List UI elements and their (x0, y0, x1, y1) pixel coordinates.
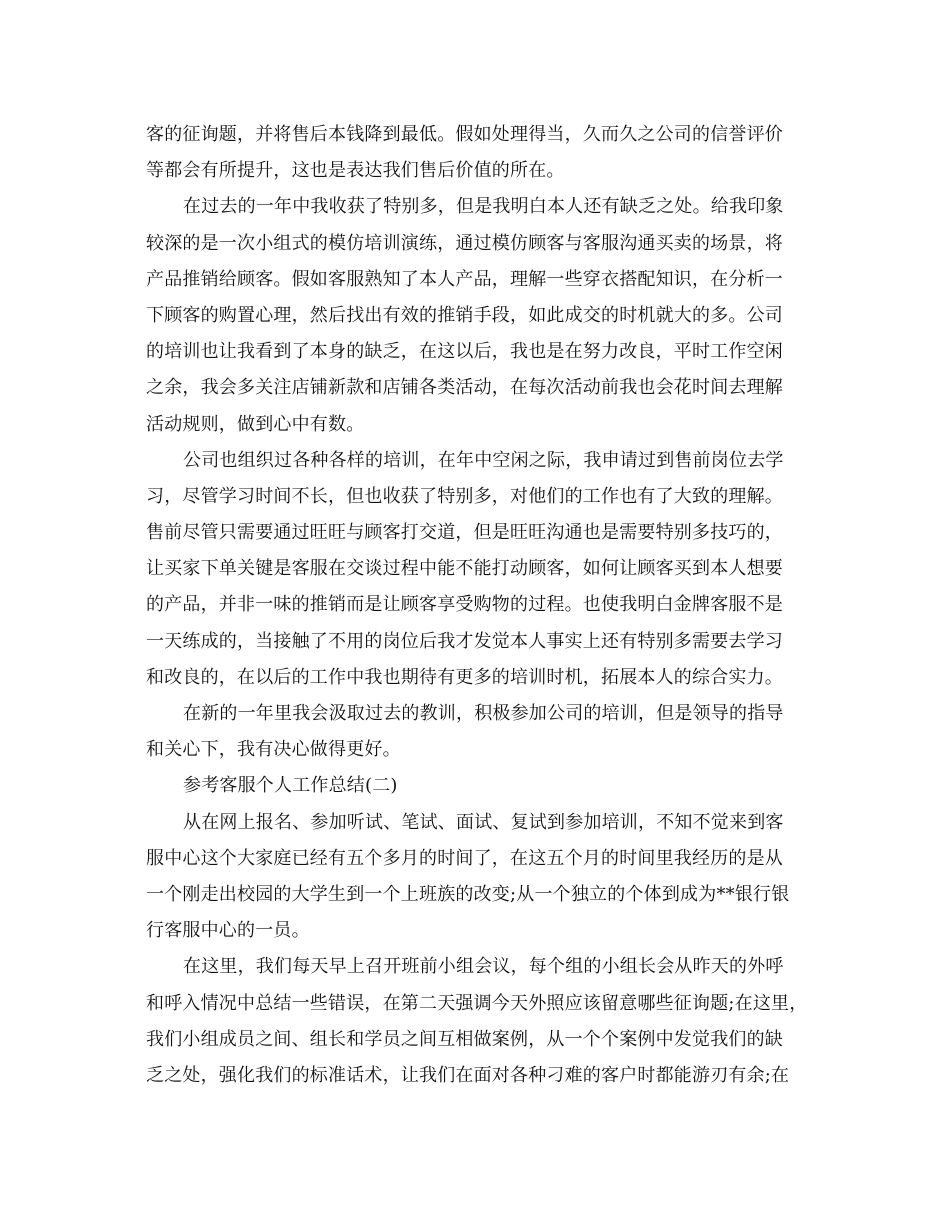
text-line: 一天练成的，当接触了不用的岗位后我才发觉本人事实上还有特别多需要去学习 (146, 630, 783, 652)
document-body (146, 117, 806, 1094)
paragraph-start-line: 从在网上报名、参加听试、笔试、面试、复试到参加培训，不知不觉来到客 (183, 811, 784, 833)
text-line: 等都会有所提升，这也是表达我们售后价值的所在。 (146, 160, 565, 182)
text-line: 产品推销给顾客。假如客服熟知了本人产品，理解一些穿衣搭配知识，在分析一 (146, 268, 783, 290)
text-line: 活动规则，做到心中有数。 (146, 413, 365, 435)
text-line: 客的征询题，并将售后本钱降到最低。假如处理得当，久而久之公司的信誉评价 (146, 124, 783, 145)
text-line: 我们小组成员之间、组长和学员之间互相做案例，从一个个案例中发觉我们的缺 (146, 1028, 783, 1050)
text-line: 下顾客的购置心理，然后找出有效的推销手段，如此成交的时机就大的多。公司 (146, 304, 783, 326)
text-line: 和改良的，在以后的工作中我也期待有更多的培训时机，拓展本人的综合实力。 (146, 666, 783, 688)
text-line: 行客服中心的一员。 (146, 920, 310, 942)
text-line: 之余，我会多关注店铺新款和店铺各类活动，在每次活动前我也会花时间去理解 (146, 377, 783, 399)
paragraph-start-line: 在过去的一年中我收获了特别多，但是我明白本人还有缺乏之处。给我印象 (183, 196, 784, 218)
text-line: 习，尽管学习时间不长，但也收获了特别多，对他们的工作也有了大致的理解。 (146, 485, 783, 507)
section-heading: 参考客服个人工作总结(二) (183, 775, 398, 797)
text-line: 让买家下单关键是客服在交谈过程中能不能打动顾客，如何让顾客买到本人想要 (146, 558, 783, 580)
text-line: 和呼入情况中总结一些错误，在第二天强调今天外照应该留意哪些征询题;在这里， (146, 992, 808, 1014)
paragraph-start-line: 在新的一年里我会汲取过去的教训，积极参加公司的培训，但是领导的指导 (183, 703, 784, 724)
text-line: 一个刚走出校园的大学生到一个上班族的改变;从一个独立的个体到成为**银行银 (146, 883, 790, 905)
text-line: 和关心下，我有决心做得更好。 (146, 739, 401, 761)
text-line: 服中心这个大家庭已经有五个多月的时间了，在这五个月的时间里我经历的是从 (146, 847, 783, 869)
text-line: 的产品，并非一味的推销而是让顾客享受购物的过程。也使我明白金牌客服不是 (146, 594, 783, 616)
text-line: 乏之处，强化我们的标准话术，让我们在面对各种刁难的客户时都能游刃有余;在 (146, 1064, 790, 1086)
paragraph-start-line: 公司也组织过各种各样的培训，在年中空闲之际，我申请过到售前岗位去学 (183, 449, 784, 471)
paragraph-start-line: 在这里，我们每天早上召开班前小组会议，每个组的小组长会从昨天的外呼 (183, 956, 784, 978)
text-line: 较深的是一次小组式的模仿培训演练，通过模仿顾客与客服沟通买卖的场景，将 (146, 232, 783, 254)
text-line: 的培训也让我看到了本身的缺乏，在这以后，我也是在努力改良，平时工作空闲 (146, 341, 783, 363)
text-line: 售前尽管只需要通过旺旺与顾客打交道，但是旺旺沟通也是需要特别多技巧的， (146, 522, 783, 544)
